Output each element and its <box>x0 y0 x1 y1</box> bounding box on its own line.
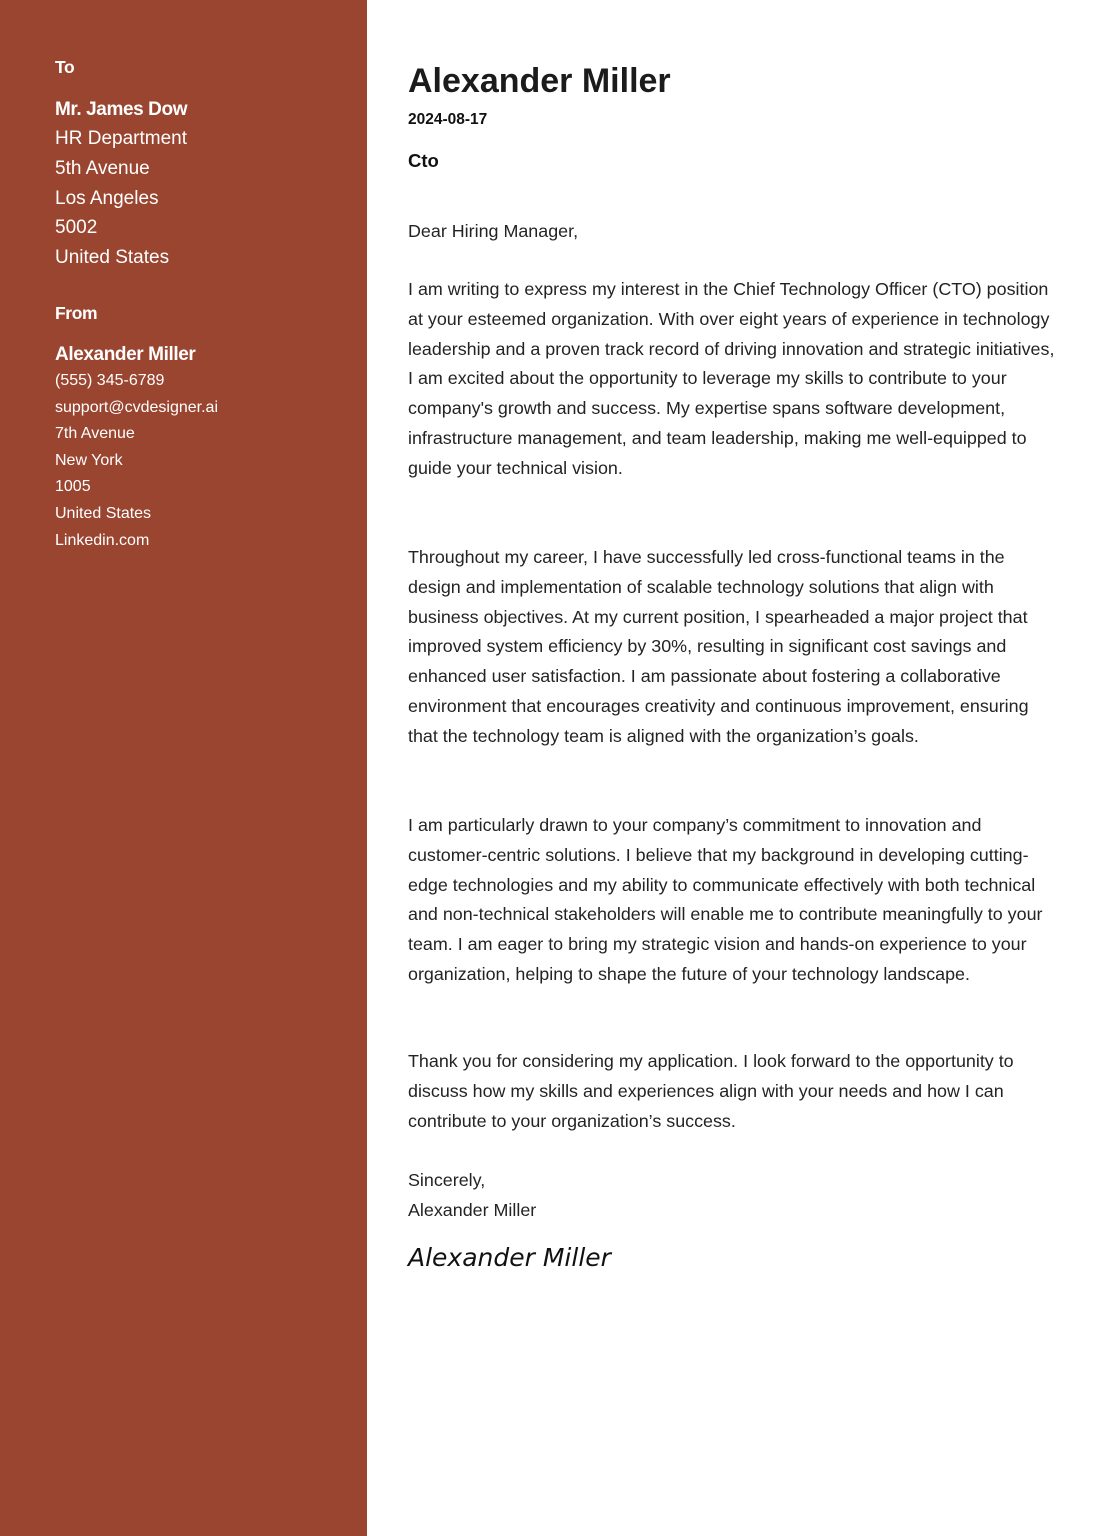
page-title: Alexander Miller <box>408 62 671 100</box>
paragraph: Throughout my career, I have successfully led cross-functional teams in the design and implementation of scalable technology solutions that align with business objectives. At my current position, I spearheaded a major project that improved system efficiency by 30%, resulting in significant cost savings and enhanced user satisfaction. I am passionate about fostering a collaborative environment that encourages creativity and continuous improvement, ensuring that the technology team is aligned with the organization’s goals. <box>408 547 1029 746</box>
sidebar <box>0 0 367 1536</box>
sender-postal-code: 1005 <box>55 478 91 496</box>
sender-block <box>55 302 345 554</box>
sender-phone: (555) 345-6789 <box>55 372 165 389</box>
signature: Alexander Miller <box>408 1243 611 1272</box>
sender-linkedin: Linkedin.com <box>55 531 150 549</box>
letter-date: 2024-08-17 <box>408 111 488 128</box>
sender-street: 7th Avenue <box>55 425 135 443</box>
recipient-postal-code: 5002 <box>55 217 98 239</box>
recipient-street: 5th Avenue <box>55 157 150 179</box>
closing-salutation: Sincerely, <box>408 1170 486 1190</box>
sender-contact <box>55 368 345 554</box>
closing-block <box>408 1166 1058 1226</box>
recipient-block <box>55 56 345 273</box>
paragraph: Thank you for considering my application. I look forward to the opportunity to discuss how my skills and experiences align with your needs and how I can contribute to your organization’s success. <box>408 1051 1014 1131</box>
recipient-address <box>55 124 345 273</box>
recipient-heading: To <box>55 57 75 77</box>
greeting: Dear Hiring Manager, <box>408 221 579 241</box>
recipient-country: United States <box>55 247 170 269</box>
sender-heading: From <box>55 303 98 323</box>
sender-city: New York <box>55 451 123 469</box>
recipient-city: Los Angeles <box>55 187 159 209</box>
sender-name: Alexander Miller <box>55 344 196 365</box>
paragraph: I am writing to express my interest in the Chief Technology Officer (CTO) position at your esteemed organization. With over eight years of experience in technology leadership and a proven track record of driving innovation and strategic initiatives, I am excited about the opportunity to leverage my skills to contribute to your company's growth and success. My expertise spans software development, infrastructure management, and team leadership, making me well-equipped to guide your technical vision. <box>408 279 1055 478</box>
recipient-name: Mr. James Dow <box>55 99 188 120</box>
job-title: Cto <box>408 150 439 171</box>
sender-country: United States <box>55 504 152 522</box>
closing-name: Alexander Miller <box>408 1199 537 1220</box>
sender-email: support@cvdesigner.ai <box>55 398 218 416</box>
paragraph: I am particularly drawn to your company’s commitment to innovation and customer-centric solutions. I believe that my background in developing cutting-edge technologies and my ability to communicate effectively with both technical and non-technical stakeholders will enable me to contribute meaningfully to your team. I am eager to bring my strategic vision and hands-on experience to your organization, helping to shape the future of your technology landscape. <box>408 815 1043 984</box>
recipient-department: HR Department <box>55 128 187 149</box>
